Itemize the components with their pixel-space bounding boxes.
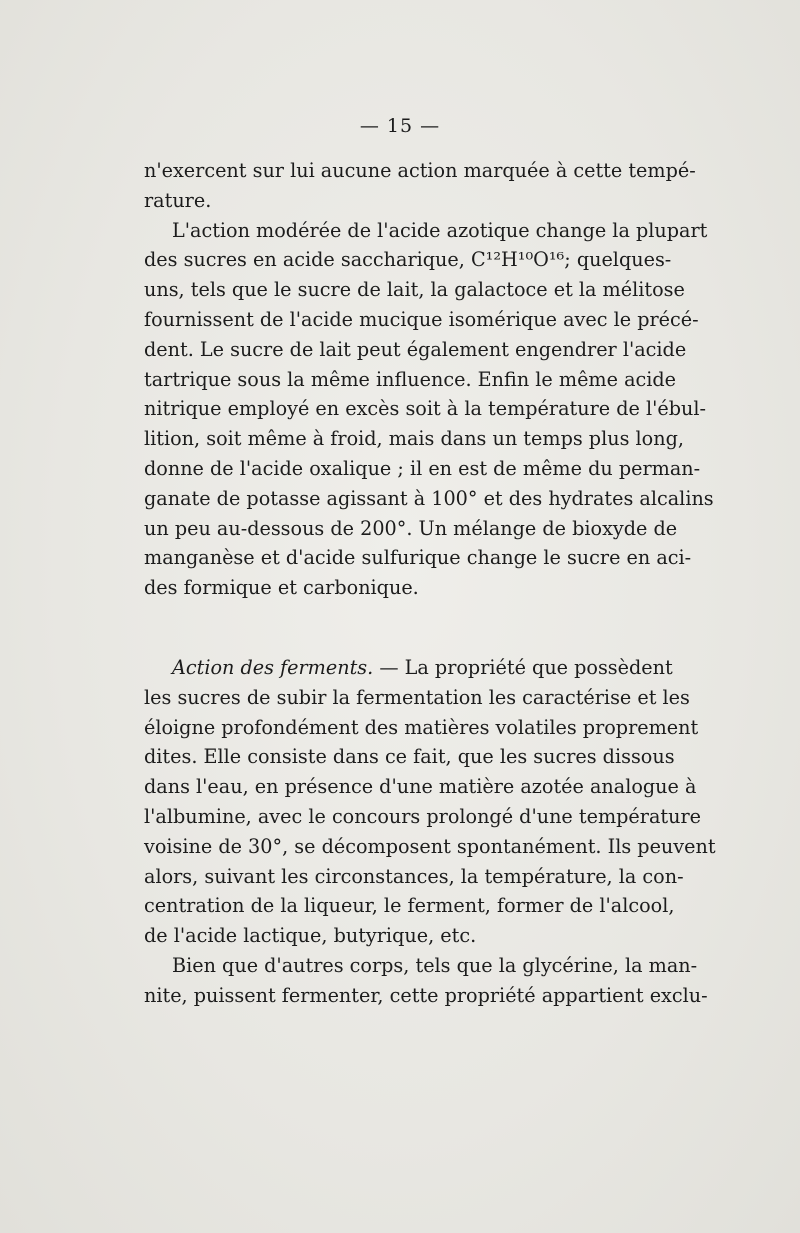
paragraph-3 xyxy=(144,653,716,951)
text-line: les sucres de subir la fermentation les caractérise et les xyxy=(144,685,690,709)
text-line: fournissent de l'acide mucique isomérique avec le précé- xyxy=(144,307,699,331)
text-line: centration de la liqueur, le ferment, former de l'alcool, xyxy=(144,894,675,918)
text-line: éloigne profondément des matières volatiles proprement xyxy=(144,715,699,739)
text-line: dites. Elle consiste dans ce fait, que les sucres dissous xyxy=(144,745,675,769)
text-line: uns, tels que le sucre de lait, la galactoce et la mélitose xyxy=(144,278,685,302)
text-line: n'exercent sur lui aucune action marquée à cette tempé- xyxy=(144,159,696,182)
text-line: Bien que d'autres corps, tels que la glycérine, la man- xyxy=(172,953,698,977)
text-line xyxy=(144,653,673,683)
text-line: manganèse et d'acide sulfurique change le sucre en aci- xyxy=(144,546,692,570)
text-line: dent. Le sucre de lait peut également engendrer l'acide xyxy=(144,337,687,361)
text-line: ganate de potasse agissant à 100° et des hydrates alcalins xyxy=(144,486,714,510)
text-line: voisine de 30°, se décomposent spontanément. Ils peuvent xyxy=(144,834,716,858)
section-gap xyxy=(144,603,638,653)
text-line: donne de l'acide oxalique ; il en est de même du perman- xyxy=(144,456,701,480)
text-line-rest: — La propriété que possèdent xyxy=(373,655,673,679)
text-line: nitrique employé en excès soit à la température de l'ébul- xyxy=(144,397,706,421)
text-line: lition, soit même à froid, mais dans un temps plus long, xyxy=(144,427,684,451)
text-line: dans l'eau, en présence d'une matière azotée analogue à xyxy=(144,775,697,799)
section-heading: Action des ferments. xyxy=(172,655,374,679)
text-line: alors, suivant les circonstances, la température, la con- xyxy=(144,864,684,888)
text-line: des sucres en acide saccharique, C¹²H¹⁰O¹⁶; quelques- xyxy=(144,248,672,272)
text-line: L'action modérée de l'acide azotique change la plupart xyxy=(172,218,708,242)
text-line: nite, puissent fermenter, cette propriété appartient exclu- xyxy=(144,983,708,1007)
text-line: tartrique sous la même influence. Enfin le même acide xyxy=(144,367,677,391)
paragraph-2 xyxy=(144,216,714,603)
text-line: l'albumine, avec le concours prolongé d'une température xyxy=(144,804,701,828)
page-number: — 15 — xyxy=(359,115,441,137)
text-line: un peu au-dessous de 200°. Un mélange de bioxyde de xyxy=(144,516,678,540)
paragraph-1 xyxy=(144,156,696,216)
text-line: des formique et carbonique. xyxy=(144,576,419,600)
text-line: rature. xyxy=(144,188,212,212)
paragraph-4 xyxy=(144,951,708,1011)
body-text xyxy=(144,156,716,1011)
text-line: de l'acide lactique, butyrique, etc. xyxy=(144,924,477,948)
